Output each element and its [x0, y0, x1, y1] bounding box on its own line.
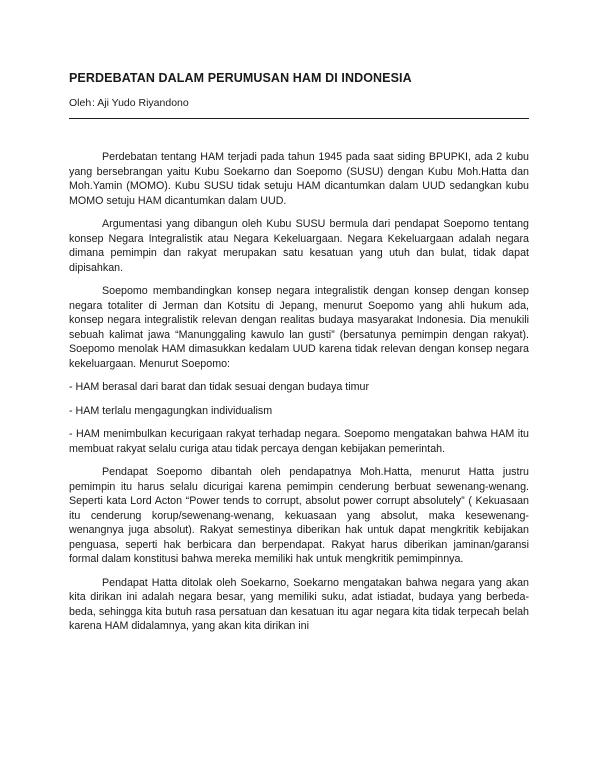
bullet-item: - HAM terlalu mengagungkan individualism: [69, 404, 273, 417]
paragraph: Pendapat Soepomo dibantah oleh pendapatnya Moh.Hatta, menurut Hatta justru pemimpin itu harus selalu dicurigai karena pemimpin cenderung berbuat sewenang-wenang. Seperti kata Lord Acton “Power tends to corrupt, absolut power corrupt absolutely” ( Kekuasaan itu cenderung korup/sewenang-wenang, kekuasaan yang absolut, maka kesewenang-wenangnya juga absolut). Rakyat semestinya diberikan hak untuk dapat mengkritik kebijakan penguasa, seperti hak berbicara dan berpendapat. Rakyat harus diberikan jaminan/garansi formal dalam konstitusi bahwa mereka memiliki hak untuk mengkritik pemimpinnya.: [69, 466, 529, 565]
header-divider: [69, 118, 529, 119]
byline-label: Oleh: [69, 97, 92, 109]
byline: [69, 97, 189, 109]
paragraph: Perdebatan tentang HAM terjadi pada tahun 1945 pada saat siding BPUPKI, ada 2 kubu yang bersebrangan yaitu Kubu Soekarno dan Soepomo (SUSU) dengan Kubu Moh.Hatta dan Moh.Yamin (MOMO). Kubu SUSU tidak setuju HAM dicantumkan dalam UUD sedangkan kubu MOMO setuju HAM dicantumkan dalam UUD.: [69, 151, 529, 207]
bullet-item: - HAM menimbulkan kecurigaan rakyat terhadap negara. Soepomo mengatakan bahwa HAM itu membuat rakyat selalu curiga atau tidak percaya dengan kebijakan pemerintah.: [69, 428, 529, 455]
bullet-item: - HAM berasal dari barat dan tidak sesuai dengan budaya timur: [69, 381, 370, 393]
document-title: PERDEBATAN DALAM PERUMUSAN HAM DI INDONESIA: [69, 71, 412, 85]
byline-author: : Aji Yudo Riyandono: [92, 97, 189, 109]
paragraph: Argumentasi yang dibangun oleh Kubu SUSU bermula dari pendapat Soepomo tentang konsep Negara Integralistik atau Negara Kekeluargaan. Negara Kekeluargaan adalah negara dimana pemimpin dan rakyat merupakan satu kesatuan yang utuh dan bulat, tidak dapat dipisahkan.: [69, 218, 529, 274]
document-body: [69, 150, 529, 643]
paragraph: Soepomo membandingkan konsep negara integralistik dengan konsep dengan konsep negara totaliter di Jerman dan Kotsitu di Jepang, menurut Soepomo yang ahli hukum ada, konsep negara integralistik relevan dengan realitas budaya masyarakat Indonesia. Dia menukili sebuah kalimat jawa “Manunggaling kawulo lan gusti” (bersatunya pemimpin dengan rakyat). Soepomo menolak HAM dimasukkan kedalam UUD karena tidak relevan dengan konsep negara kekeluargaan. Menurut Soepomo:: [69, 285, 529, 370]
paragraph: Pendapat Hatta ditolak oleh Soekarno, Soekarno mengatakan bahwa negara yang akan kita dirikan ini adalah negara besar, yang memiliki suku, adat istiadat, budaya yang berbeda-beda, sehingga kita butuh rasa persatuan dan kesatuan itu agar negara kita tidak terpecah belah karena HAM didalamnya, yang akan kita dirikan ini: [69, 576, 529, 632]
